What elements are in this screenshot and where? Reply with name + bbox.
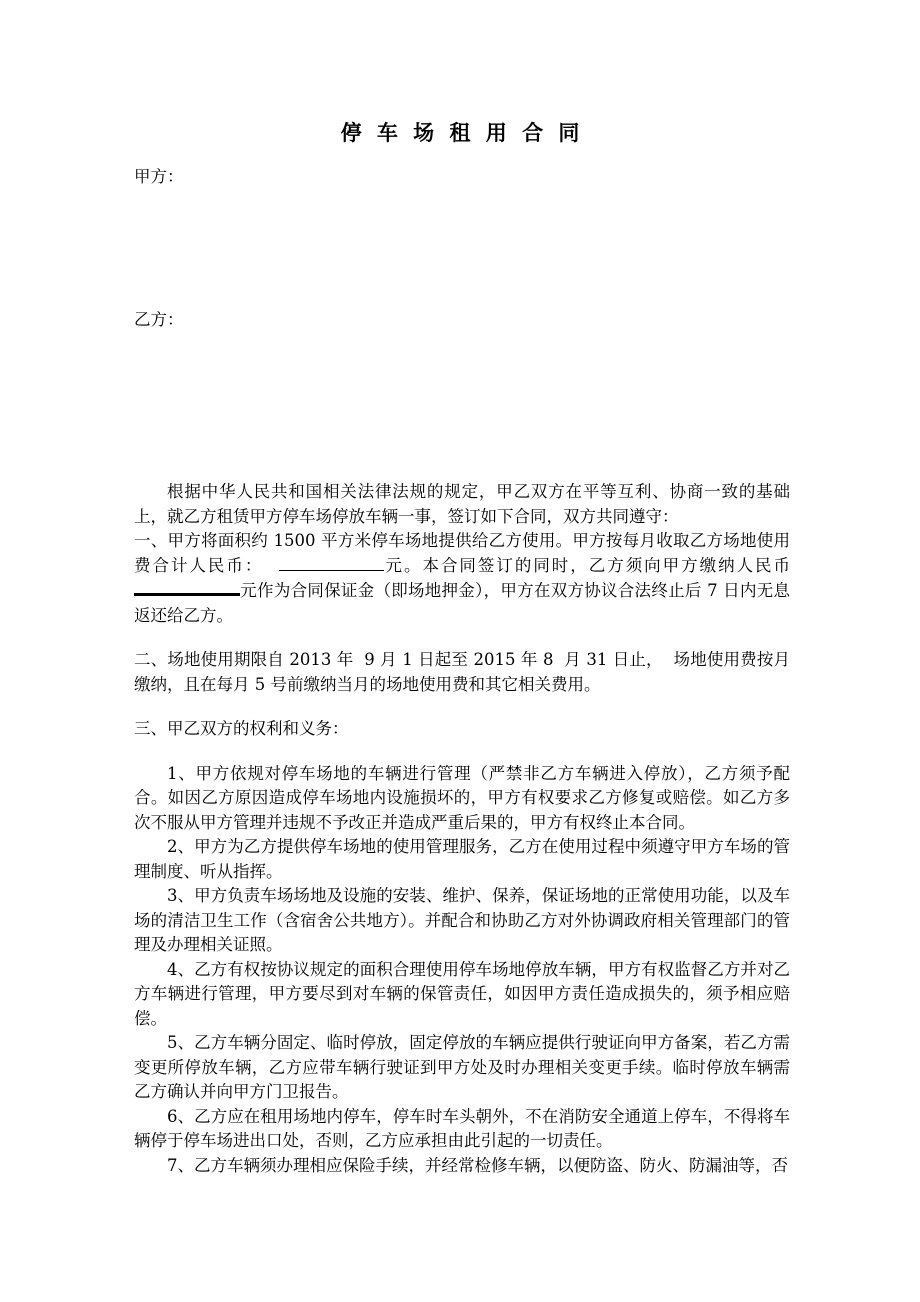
monthly-fee-fill-in-blank[interactable] bbox=[279, 555, 384, 571]
party-a-label: 甲方： bbox=[134, 167, 184, 186]
clause-3-item-2: 2、甲方为乙方提供停车场地的使用管理服务，乙方在使用过程中须遵守甲方车场的管理制度、听从指挥。 bbox=[134, 837, 790, 881]
spacer bbox=[134, 628, 790, 648]
spacer bbox=[134, 742, 790, 762]
clause-3-item-6: 6、乙方应在租用场地内停车，停车时车头朝外，不在消防安全通道上停车，不得将车辆停于停车场进出口处，否则，乙方应承担由此引起的一切责任。 bbox=[134, 1106, 790, 1150]
preamble-paragraph: 根据中华人民共和国相关法律法规的规定，甲乙双方在平等互利、协商一致的基础上，就乙方租赁甲方停车场停放车辆一事，签订如下合同，双方共同遵守： bbox=[134, 482, 790, 526]
clause-3-heading: 三、甲乙双方的权利和义务： bbox=[134, 719, 349, 738]
document-content bbox=[134, 118, 790, 1178]
clause-3-item-1: 1、甲方依规对停车场地的车辆进行管理（严禁非乙方车辆进入停放），乙方须予配合。如因乙方原因造成停车场地内设施损坏的，甲方有权要求乙方修复或赔偿。如乙方多次不服从甲方管理并违规不予改正并造成严重后果的，甲方有权终止本合同。 bbox=[134, 763, 790, 832]
spacer bbox=[134, 697, 790, 717]
party-b-label: 乙方： bbox=[134, 309, 184, 329]
clause-2-paragraph: 二、场地使用期限自 2013 年 9 月 1 日起至 2015 年 8 月 31 日止， 场地使用费按月缴纳，且在每月 5 号前缴纳当月的场地使用费和其它相关费用。 bbox=[134, 650, 790, 694]
clause-1-paragraph bbox=[134, 529, 790, 628]
clause-3-item-4: 4、乙方有权按协议规定的面积合理使用停车场地停放车辆，甲方有权监督乙方并对乙方车辆进行管理，甲方要尽到对车辆的保管责任，如因甲方责任造成损失的，须予相应赔偿。 bbox=[134, 959, 790, 1028]
deposit-fill-in-blank[interactable] bbox=[134, 578, 240, 596]
clause-3-item-5: 5、乙方车辆分固定、临时停放，固定停放的车辆应提供行驶证向甲方备案，若乙方需变更所停放车辆，乙方应带车辆行驶证到甲方处及时办理相关变更手续。临时停放车辆需乙方确认并向甲方门卫报告。 bbox=[134, 1033, 790, 1101]
clause-3-item-3: 3、甲方负责车场场地及设施的安装、维护、保养，保证场地的正常使用功能，以及车场的清洁卫生工作（含宿舍公共地方）。并配合和协助乙方对外协调政府相关管理部门的管理及办理相关证照。 bbox=[134, 886, 790, 954]
document-title: 停 车 场 租 用 合 同 bbox=[340, 120, 584, 145]
clause-3-item-7: 7、乙方车辆须办理相应保险手续，并经常检修车辆，以便防盗、防火、防漏油等，否 bbox=[167, 1155, 788, 1175]
clause-1-text-before-fee-blank: 一、甲方将面积约 1500 平方米停车场地提供给乙方使用。甲方按每月收取乙方场地使用费合计人民币： bbox=[134, 531, 790, 575]
clause-1-text-between-blanks: 元。本合同签订的同时，乙方须向甲方缴纳人民币 bbox=[383, 555, 790, 575]
clause-1-text-after-deposit-blank: 元作为合同保证金（即场地押金），甲方在双方协议合法终止后 7 日内无息返还给乙方。 bbox=[134, 581, 790, 625]
